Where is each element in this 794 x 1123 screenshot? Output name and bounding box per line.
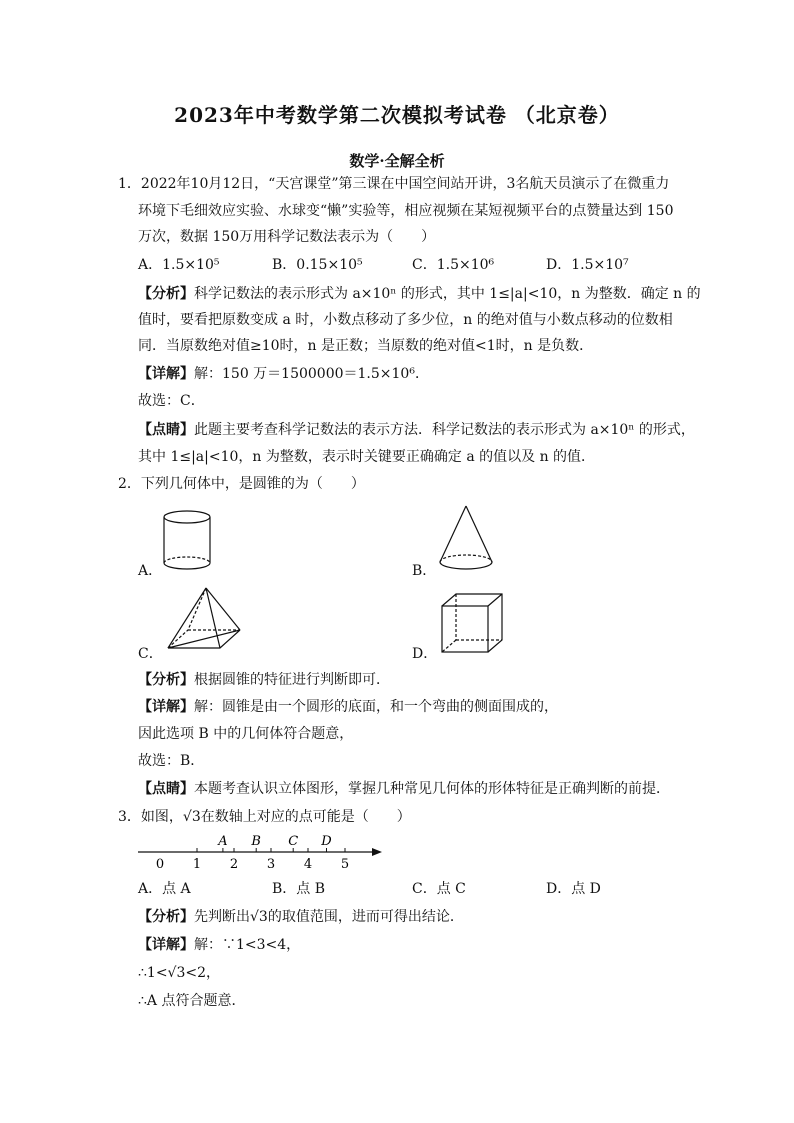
q1-stem-line2: 环境下毛细效应实验、水球变“懒”实验等，相应视频在某短视频平台的点赞量达到 150 [138, 203, 674, 219]
q1-option-d: D．1.5×10⁷ [546, 257, 629, 273]
analysis-tag: 【分析】 [138, 672, 194, 688]
cylinder-figure [160, 508, 214, 572]
page-subtitle: 数学·全解全析 [349, 152, 445, 170]
q3-detail-line3: ∴A 点符合题意． [138, 993, 246, 1009]
q1-stem-line1: 1．2022年10月12日，“天宫课堂”第三课在中国空间站开讲，3名航天员演示了在微重力 [118, 176, 670, 192]
analysis-tag: 【分析】 [138, 286, 194, 302]
q1-comment [138, 421, 695, 439]
cone-figure [436, 504, 496, 574]
comment-tag: 【点睛】 [138, 781, 194, 797]
q1-choice: 故选：C． [138, 393, 205, 409]
q1-detail [138, 365, 429, 383]
q1-analysis [138, 285, 701, 303]
q1-stem-line3: 万次，数据 150万用科学记数法表示为（ ） [138, 229, 436, 245]
comment-tag: 【点睛】 [138, 422, 194, 438]
axis-tick-label: 5 [340, 857, 350, 872]
q2-analysis-line1: 根据圆锥的特征进行判断即可． [194, 672, 390, 688]
point-label: D [321, 834, 332, 849]
cube-figure [440, 592, 504, 656]
q1-analysis-line2: 值时，要看把原数变成 a 时，小数点移动了多少位，n 的绝对值与小数点移动的位数相 [138, 312, 673, 328]
pyramid-figure [162, 586, 244, 656]
point-label: A [218, 834, 228, 849]
sqrt3-expression: √3 [182, 809, 201, 825]
point-label: B [251, 834, 261, 849]
axis-tick-label: 4 [303, 857, 313, 872]
axis-tick-label: 0 [155, 857, 165, 872]
detail-tag: 【详解】 [138, 699, 194, 715]
q3-stem-suffix: 在数轴上对应的点可能是（ ） [200, 809, 411, 825]
q1-comment-line2: 其中 1≤|a|<10，n 为整数，表示时关键要正确确定 a 的值以及 n 的值． [138, 449, 596, 465]
q2-comment-line1: 本题考查认识立体图形，掌握几种常见几何体的形体特征是正确判断的前提． [194, 781, 670, 797]
q2-option-a: A． [138, 563, 163, 579]
q1-option-a: A．1.5×10⁵ [138, 257, 220, 273]
q3-analysis [138, 908, 464, 926]
page-title: 2023年中考数学第二次模拟考试卷 （北京卷） [174, 103, 620, 127]
q1-option-b: B．0.15×10⁵ [272, 257, 363, 273]
q3-detail-line2: ∴1<√3<2， [138, 965, 221, 981]
q3-option-d: D．点 D [546, 881, 601, 897]
q1-comment-line1: 此题主要考查科学记数法的表示方法．科学记数法的表示形式为 a×10ⁿ 的形式， [194, 422, 695, 438]
q2-stem: 2．下列几何体中，是圆锥的为（ ） [118, 476, 365, 492]
analysis-tag: 【分析】 [138, 909, 194, 925]
q1-detail-line1: 解：150 万＝1500000＝1.5×10⁶． [194, 366, 429, 382]
q2-option-c: C． [138, 646, 163, 662]
axis-tick-label: 2 [229, 857, 239, 872]
detail-tag: 【详解】 [138, 937, 194, 953]
q1-analysis-line3: 同．当原数绝对值≥10时，n 是正数；当原数的绝对值<1时，n 是负数． [138, 338, 594, 354]
q3-stem-prefix: 3．如图， [118, 809, 183, 825]
q1-option-c: C．1.5×10⁶ [412, 257, 495, 273]
point-label: C [288, 834, 299, 849]
q3-option-c: C．点 C [412, 881, 466, 897]
q2-choice: 故选：B． [138, 753, 205, 769]
axis-tick-label: 3 [266, 857, 276, 872]
q3-stem [118, 808, 411, 826]
q2-detail [138, 698, 558, 716]
q2-detail-line1: 解：圆锥是由一个圆形的底面，和一个弯曲的侧面围成的， [194, 699, 558, 715]
q3-detail [138, 936, 300, 954]
axis-tick-label: 1 [192, 857, 202, 872]
q1-analysis-line1: 科学记数法的表示形式为 a×10ⁿ 的形式，其中 1≤|a|<10，n 为整数．确定 n 的 [194, 286, 701, 302]
q2-detail-line2: 因此选项 B 中的几何体符合题意， [138, 726, 354, 742]
q3-detail-line1: 解：∵1<3<4， [194, 937, 301, 953]
q3-option-a: A．点 A [138, 881, 191, 897]
q2-option-b: B． [412, 563, 437, 579]
number-line [138, 832, 388, 872]
detail-tag: 【详解】 [138, 366, 194, 382]
q2-comment [138, 780, 670, 798]
number-line-arrow [372, 848, 382, 856]
q2-analysis [138, 671, 390, 689]
q3-analysis-line1: 先判断出√3的取值范围，进而可得出结论． [194, 909, 464, 925]
q3-option-b: B．点 B [272, 881, 326, 897]
q2-option-d: D． [412, 646, 438, 662]
